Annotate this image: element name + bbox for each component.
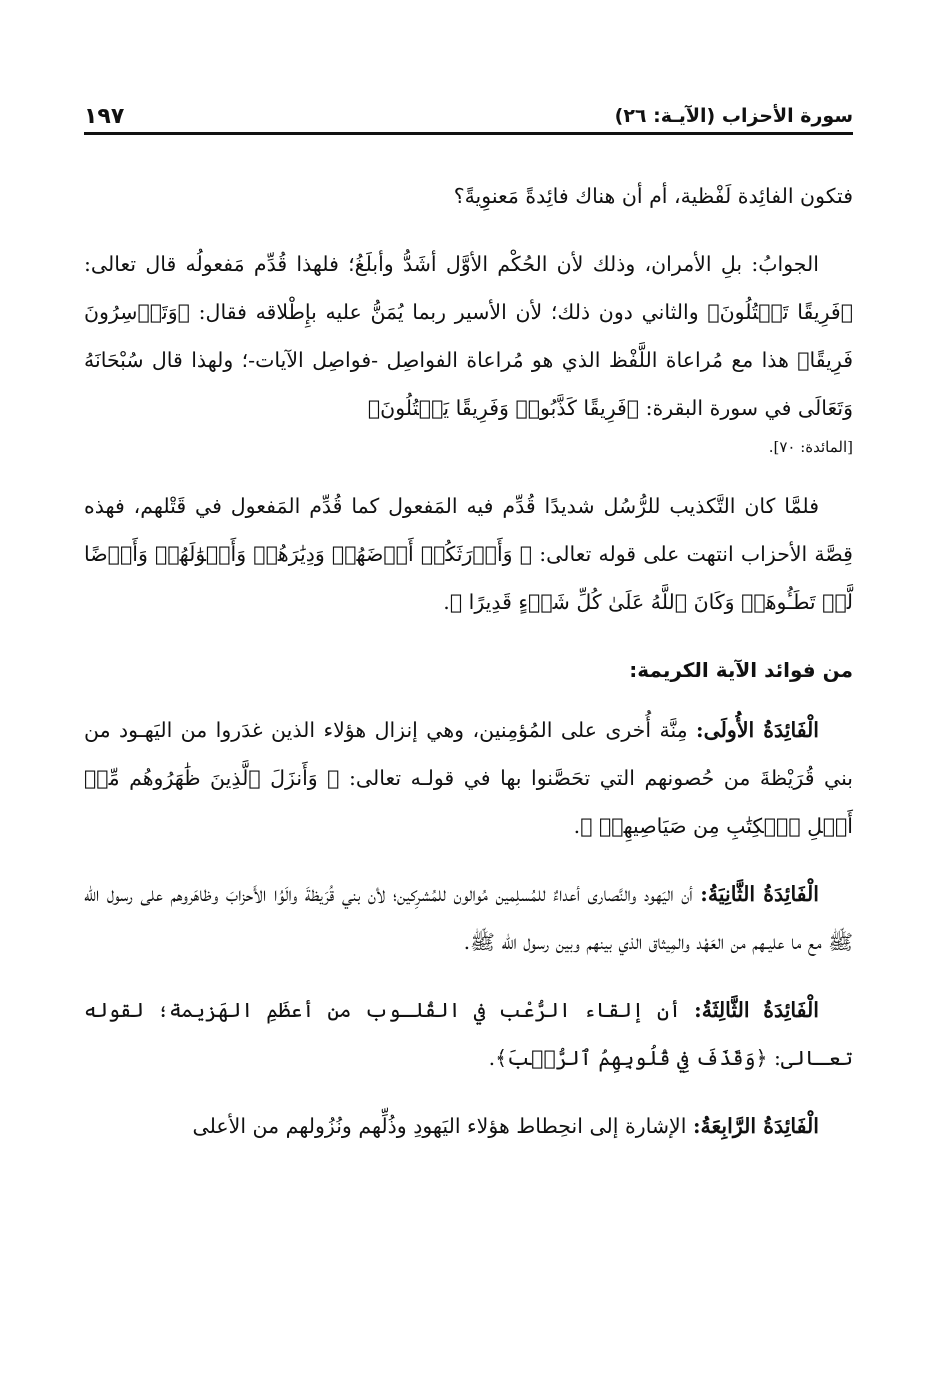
paragraph-answer-text: الجوابُ: بلِ الأمران، وذلك لأن الحُكْم الأوَّل أشَدُّ وأبلَغُ؛ فلهذا قُدِّم مَفعولُه قال تعالى: ﴿فَرِيقًا تَقۡتُلُونَ﴾ والثاني دون ذلك؛ لأن الأسير ربما يُمَنُّ عليه بإِطْلاقه فقال: ﴿وَتَأۡسِرُونَ فَرِيقًا﴾ هذا مع مُراعاة اللَّفْظ الذي هو مُراعاة الفواصِل -فواصِل الآيات-؛ ولهذا قال سُبْحَانَهُ وَتَعَالَى في سورة البقرة: ﴿فَرِيقًا كَذَّبُوا۟ وَفَرِيقًا يَقۡتُلُونَ﴾	[84, 252, 853, 420]
benefit-3	[84, 986, 853, 1082]
section-heading: من فوائد الآية الكريمة:	[629, 658, 853, 682]
benefit-4-label: الْفَائِدَةُ الرَّابِعَةُ:	[692, 1114, 819, 1138]
benefit-4	[84, 1102, 853, 1150]
benefit-2-text: أن اليَهود والنَّصارى أعداءٌ للمُسلِمين مُوالون للمُشرِكين؛ لأن بني قُرَيظةَ والَوُا الأَحزابَ وظاهَروهم على رسول الله ﷺ مع ما عليـهم من العَهْد والمِيثاق الذي بينهم وبين رسول الله ﷺ.	[84, 882, 853, 954]
benefit-1-text: مِنَّة أُخرى على المُؤمِنين، وهي إنزال هؤلاء الذين غدَروا من اليَهـود من بني قُرَيْظةَ من حُصونهم التي تحَصَّنوا بها في قولـه تعالى: ﴿ وَأَنزَلَ ٱلَّذِينَ ظَٰهَرُوهُم مِّنۡ أَهۡلِ ٱلۡكِتَٰبِ مِن صَيَاصِيهِمۡ ﴾.	[84, 718, 853, 838]
page-header	[84, 92, 853, 135]
quran-citation: [المائدة: ٧٠].	[768, 438, 853, 456]
running-title: سورة الأحزاب (الآيـة: ٢٦)	[614, 105, 853, 127]
benefit-3-text: أن إلقاء الرُّعْب في القُلـوب من أعظَمِ الهَزيمة؛ لقوله تعـالى: ﴿وَقَذَفَ فِي قُلُوبِهِمُ ٱلرُّعۡبَ﴾.	[84, 998, 853, 1070]
page-number: ١٩٧	[84, 104, 125, 129]
benefit-1	[84, 706, 853, 850]
benefit-2-label: الْفَائِدَةُ الثَّانِيَةُ:	[700, 882, 819, 906]
page-body	[84, 172, 853, 1170]
paragraph-question: فتكون الفائِدة لَفْظية، أم أن هناك فائِدةً مَعنوِيةً؟	[453, 184, 853, 208]
benefit-4-text: الإشارة إلى انحِطاط هؤلاء اليَهودِ وذُلِّهم ونُزُولهم من الأعلى	[192, 1114, 687, 1138]
benefit-3-label: الْفَائِدَةُ الثَّالِثَةُ:	[694, 998, 819, 1022]
benefit-2	[84, 870, 853, 966]
benefit-1-label: الْفَائِدَةُ الأُولَى:	[696, 718, 820, 742]
paragraph-answer	[84, 240, 853, 432]
paragraph-ahzab-story: فلمَّا كان التَّكذيب للرُّسُل شديدًا قُدِّم فيه المَفعول كما قُدِّم المَفعول في قَتْلهم، فهذه قِصَّة الأحزاب انتهت على قوله تعالى: ﴿ وَأَوۡرَثَكُمۡ أَرۡضَهُمۡ وَدِيَٰرَهُمۡ وَأَمۡوَٰلَهُمۡ وَأَرۡضًا لَّمۡ تَطَـُٔوهَاۚ وَكَانَ ٱللَّهُ عَلَىٰ كُلِّ شَيۡءٍ قَدِيرًا ﴾.	[84, 494, 853, 614]
